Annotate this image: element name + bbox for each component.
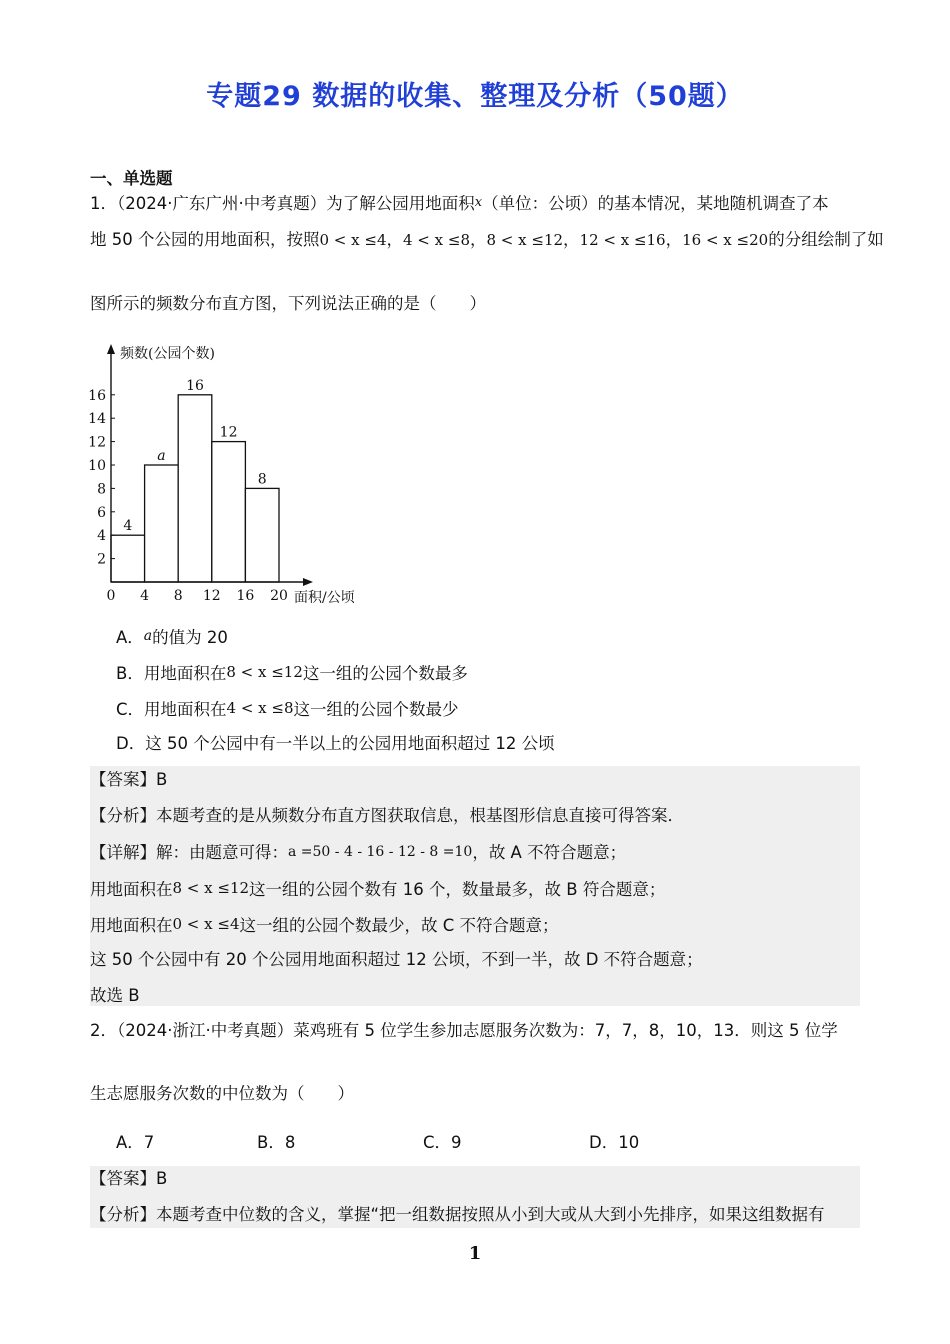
q1-answer: 【答案】B [90, 770, 168, 789]
x-tick-label: 20 [270, 588, 288, 604]
option-b-label: B．用地面积在 [116, 664, 227, 683]
bar-value-label: 8 [257, 471, 267, 488]
histogram-bar [245, 488, 279, 582]
bar-value-label: 16 [186, 377, 204, 394]
q1-line-2-text-a: 地 50 个公园的用地面积，按照 [90, 230, 320, 249]
detail2-text-a: 用地面积在 [90, 880, 173, 899]
detail2-math: 8 < x ≤12 [172, 879, 250, 897]
detail3-text-a: 用地面积在 [90, 916, 173, 935]
x-tick-label: 8 [173, 588, 183, 604]
q2-line-2: 生志愿服务次数的中位数为（ ） [90, 1084, 354, 1103]
y-axis-title: 频数(公园个数) [120, 346, 215, 362]
q2-option-d: D．10 [589, 1133, 640, 1152]
option-a-text: 的值为 20 [152, 628, 228, 647]
detail3-text-b: 这一组的公园个数最少，故 C 不符合题意； [239, 916, 559, 935]
x-axis-title: 面积/公顷 [294, 590, 355, 606]
option-c-text: 这一组的公园个数最少 [293, 700, 459, 719]
q1-analysis: 【分析】本题考查的是从频数分布直方图获取信息，根基图形信息直接可得答案． [90, 806, 684, 825]
y-axis-arrow [107, 344, 115, 354]
page-title: 专题29 数据的收集、整理及分析（50题） [206, 81, 744, 112]
y-tick-label: 4 [97, 528, 106, 545]
q1-detail-line-5: 故选 B [90, 986, 140, 1005]
frequency-histogram [85, 338, 385, 613]
histogram-bar [145, 465, 179, 582]
q2-answer: 【答案】B [90, 1169, 168, 1188]
q1-line-1-text-b: （单位：公顷）的基本情况，某地随机调查了本 [482, 194, 829, 213]
histogram-bar [111, 535, 145, 582]
separator: ， [470, 230, 487, 249]
bar-value-label: 12 [219, 424, 238, 441]
x-tick-label: 4 [140, 588, 150, 604]
detail-label: 【详解】 [90, 843, 156, 862]
y-tick-label: 2 [97, 551, 106, 568]
y-tick-label: 6 [97, 504, 106, 521]
separator: ， [665, 230, 683, 249]
q1-line-2-text-b: 的分组绘制了如 [768, 230, 884, 249]
histogram-bar [212, 442, 246, 582]
interval-5: 16 < x ≤20 [682, 231, 769, 249]
detail-equation: a =50 - 4 - 16 - 12 - 8 =10 [288, 844, 473, 860]
x-axis-arrow [303, 578, 313, 586]
q1-detail-line-3 [90, 913, 559, 937]
detail-text-a: 解：由题意可得： [156, 843, 288, 862]
q2-line-1: 2．（2024·浙江·中考真题）菜鸡班有 5 位学生参加志愿服务次数为：7，7，8，10，13．则这 5 位学 [90, 1021, 838, 1040]
q1-option-c [116, 697, 459, 721]
separator: ， [386, 230, 403, 249]
option-b-math: 8 < x ≤12 [226, 663, 303, 681]
detail3-math: 0 < x ≤4 [172, 915, 240, 933]
histogram-bar [178, 395, 212, 582]
q1-detail-line-1 [90, 841, 626, 864]
q2-option-b: B．8 [257, 1133, 296, 1152]
interval-3: 8 < x ≤12 [486, 231, 564, 249]
q2-option-a: A．7 [116, 1133, 155, 1152]
bar-value-label: 4 [123, 518, 133, 535]
option-c-math: 4 < x ≤8 [226, 699, 294, 717]
detail-text-b: ，故 A 不符合题意； [472, 843, 627, 862]
page-number: 1 [468, 1243, 482, 1264]
bar-value-label: a [157, 448, 166, 464]
option-a-label: A． [116, 628, 144, 647]
q1-option-d: D．这 50 个公园中有一半以上的公园用地面积超过 12 公顷 [116, 734, 555, 753]
option-c-label: C．用地面积在 [116, 700, 227, 719]
section-heading: 一、单选题 [90, 169, 173, 188]
interval-1: 0 < x ≤4 [319, 231, 387, 249]
q1-detail-line-2 [90, 877, 665, 901]
q1-line-3: 图所示的频数分布直方图，下列说法正确的是（ ） [90, 294, 486, 313]
y-tick-label: 14 [88, 411, 106, 428]
option-b-text: 这一组的公园个数最多 [302, 664, 468, 683]
x-tick-label: 16 [236, 588, 255, 604]
q1-option-a [116, 625, 228, 649]
separator: ， [563, 230, 580, 249]
q2-option-c: C．9 [423, 1133, 462, 1152]
y-tick-label: 10 [88, 458, 106, 474]
q1-line-1 [90, 192, 829, 215]
q1-line-2 [90, 229, 884, 251]
interval-2: 4 < x ≤8 [403, 231, 470, 249]
option-a-variable: a [143, 628, 153, 644]
q1-line-1-text-a: 1．（2024·广东广州·中考真题）为了解公园用地面积 [90, 194, 475, 213]
interval-4: 12 < x ≤16 [579, 231, 666, 249]
x-tick-label: 0 [106, 588, 116, 604]
y-tick-label: 16 [88, 387, 106, 404]
x-tick-label: 12 [202, 588, 221, 604]
detail2-text-b: 这一组的公园个数有 16 个，数量最多，故 B 符合题意； [249, 880, 666, 899]
q1-option-b [116, 661, 468, 685]
q1-variable-x: x [474, 195, 483, 210]
q1-detail-line-4: 这 50 个公园中有 20 个公园用地面积超过 12 公顷，不到一半，故 D 不符合题意； [90, 950, 703, 969]
y-tick-label: 12 [88, 434, 106, 451]
y-tick-label: 8 [97, 481, 106, 498]
q2-analysis: 【分析】本题考查中位数的含义，掌握“把一组数据按照从小到大或从大到小先排序，如果这组数据有 [90, 1205, 825, 1224]
